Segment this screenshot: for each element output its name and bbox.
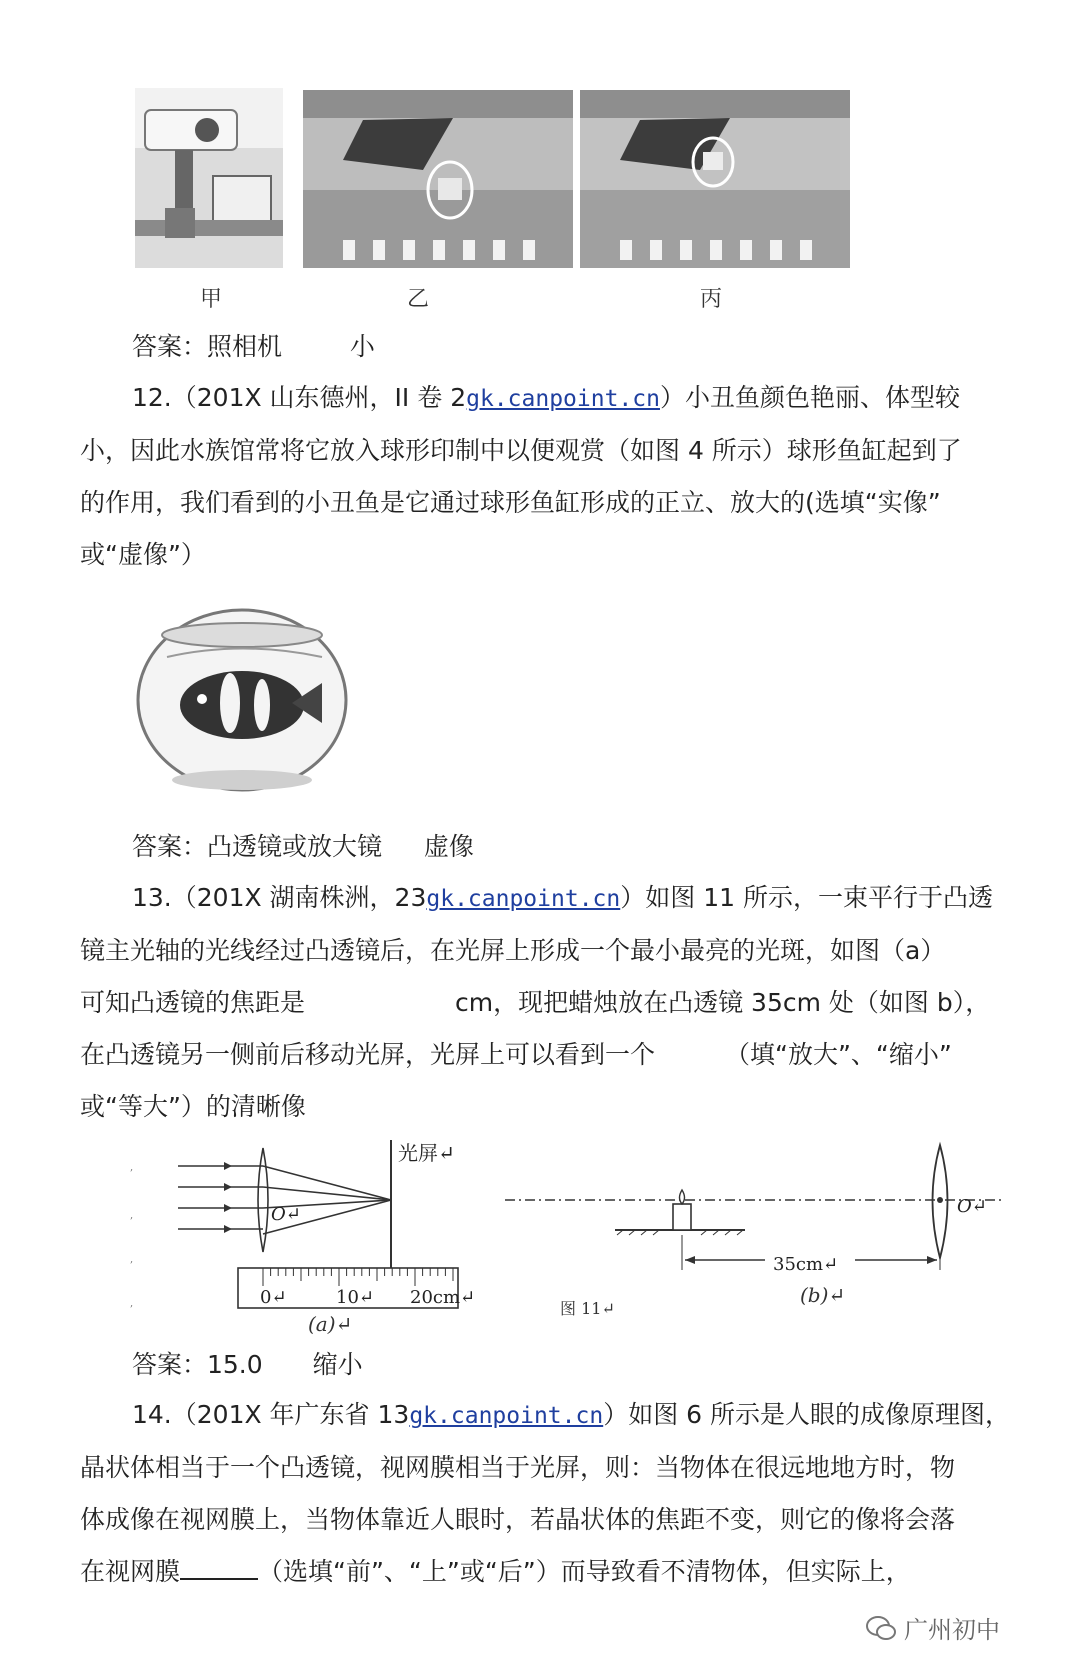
question-12 bbox=[80, 372, 1000, 581]
ruler-label-10: 10↵ bbox=[336, 1287, 374, 1308]
caption-jia: 甲 bbox=[200, 287, 223, 312]
q12-line1: ）小丑鱼颜色艳丽、体型较 bbox=[659, 383, 960, 412]
caption-a: (a)↵ bbox=[308, 1312, 353, 1336]
traffic-photo-yi bbox=[303, 90, 573, 268]
screen-label: 光屏↵ bbox=[398, 1141, 455, 1165]
camera-photo bbox=[135, 88, 283, 268]
answer-11 bbox=[132, 327, 375, 363]
q13-link[interactable]: gk.canpoint.cn bbox=[426, 886, 621, 912]
fishbowl-illustration bbox=[132, 595, 357, 795]
figure-11-label: 图 11↵ bbox=[560, 1299, 615, 1318]
q12-number: 12. bbox=[132, 383, 172, 412]
q13-line5: 或“等大”）的清晰像 bbox=[80, 1092, 306, 1121]
fishbowl-figure bbox=[132, 595, 357, 795]
q14-line1: ）如图 6 所示是人眼的成像原理图， bbox=[603, 1400, 1011, 1429]
svg-text:,: , bbox=[130, 1162, 134, 1173]
answer-12-label: 答案：凸透镜或放大镜 bbox=[132, 832, 383, 861]
caption-bing: 丙 bbox=[700, 287, 723, 312]
answer-13-label: 答案：15.0 bbox=[132, 1350, 263, 1379]
svg-text:,: , bbox=[130, 1254, 134, 1265]
watermark bbox=[866, 1610, 1000, 1645]
q13-line4a: 在凸透镜另一侧前后移动光屏，光屏上可以看到一个 bbox=[80, 1040, 656, 1069]
watermark-text: 广州初中 bbox=[904, 1616, 1000, 1644]
svg-text:,: , bbox=[130, 1298, 134, 1309]
q13-line4b: （填“放大”、“缩小” bbox=[725, 1040, 952, 1069]
question-14 bbox=[80, 1389, 1011, 1598]
lens-label-a: O↵ bbox=[271, 1204, 301, 1225]
ruler-label-20cm: 20cm↵ bbox=[410, 1287, 476, 1308]
caption-yi: 乙 bbox=[407, 287, 430, 312]
q13-line3b: cm，现把蜡烛放在凸透镜 35cm 处（如图 b）， bbox=[455, 988, 991, 1017]
camera-illustration bbox=[135, 88, 283, 268]
answer-11-value: 小 bbox=[349, 332, 375, 361]
caption-b: (b)↵ bbox=[800, 1283, 846, 1307]
q13-line3a: 可知凸透镜的焦距是 bbox=[80, 988, 306, 1017]
q14-line4a: 在视网膜 bbox=[80, 1557, 181, 1586]
q14-number: 14. bbox=[132, 1400, 172, 1429]
q13-line2: 镜主光轴的光线经过凸透镜后，在光屏上形成一个最小最亮的光斑，如图（a） bbox=[80, 936, 946, 965]
answer-12 bbox=[132, 827, 474, 863]
q14-line3: 体成像在视网膜上，当物体靠近人眼时，若晶状体的焦距不变，则它的像将会落 bbox=[80, 1505, 956, 1534]
lens-focus-diagram bbox=[128, 1140, 508, 1320]
q12-line3: 的作用，我们看到的小丑鱼是它通过球形鱼缸形成的正立、放大的(选填“实像” bbox=[80, 488, 941, 517]
answer-13-value: 缩小 bbox=[312, 1350, 363, 1379]
road-illustration-yi bbox=[303, 90, 573, 268]
candle-lens-diagram bbox=[505, 1140, 1010, 1320]
q12-line2: 小，因此水族馆常将它放入球形印制中以便观赏（如图 4 所示）球形鱼缸起到了 bbox=[80, 436, 962, 465]
ruler-label-0: 0↵ bbox=[260, 1287, 287, 1308]
figure-11a bbox=[128, 1140, 508, 1320]
q14-link[interactable]: gk.canpoint.cn bbox=[409, 1403, 604, 1429]
road-illustration-bing bbox=[580, 90, 850, 268]
svg-text:,: , bbox=[130, 1210, 134, 1221]
question-13 bbox=[80, 872, 1000, 1133]
q12-source: （201X 山东德州，II 卷 2 bbox=[171, 383, 467, 412]
q13-line1: ）如图 11 所示，一束平行于凸透 bbox=[620, 883, 993, 912]
distance-label: 35cm↵ bbox=[773, 1254, 839, 1275]
wechat-icon bbox=[866, 1615, 896, 1641]
q13-number: 13. bbox=[132, 883, 172, 912]
answer-13 bbox=[132, 1345, 363, 1381]
q14-source: （201X 年广东省 13 bbox=[171, 1400, 410, 1429]
q12-line4: 或“虚像”） bbox=[80, 540, 206, 569]
q13-source: （201X 湖南株洲，23 bbox=[171, 883, 427, 912]
answer-11-label: 答案：照相机 bbox=[132, 332, 283, 361]
q12-link[interactable]: gk.canpoint.cn bbox=[466, 386, 660, 412]
q14-answer-blank bbox=[180, 1556, 258, 1580]
q14-line4b: （选填“前”、“上”或“后”）而导致看不清物体，但实际上， bbox=[258, 1557, 911, 1586]
traffic-photo-bing bbox=[580, 90, 850, 268]
lens-label-b: O↵ bbox=[957, 1196, 987, 1217]
q14-line2: 晶状体相当于一个凸透镜，视网膜相当于光屏，则：当物体在很远地地方时，物 bbox=[80, 1453, 956, 1482]
figure-11b bbox=[505, 1140, 1010, 1320]
answer-12-value: 虚像 bbox=[423, 832, 474, 861]
